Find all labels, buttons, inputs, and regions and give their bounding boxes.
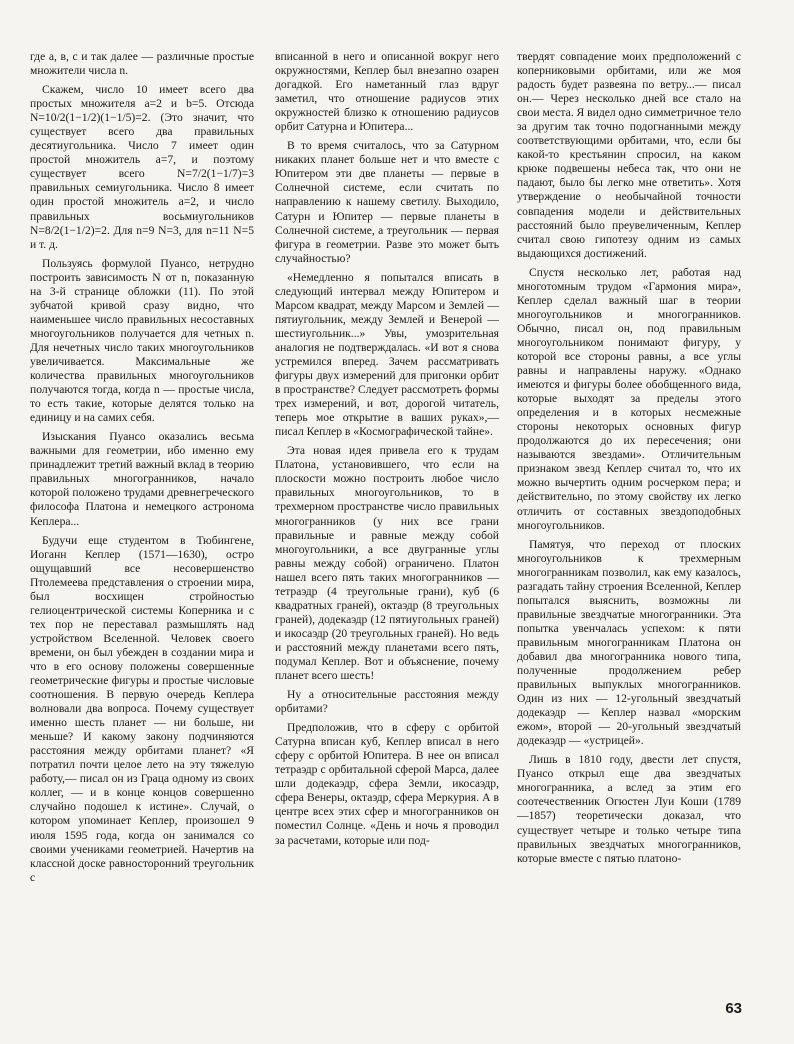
paragraph: В то время считалось, что за Сатурном никаких планет больше нет и что вместе с Юпитером эти две планеты — первые в Солнечной системе, если считать по направлению к нашему светилу. Выходило, Сатурн и Юпитер — первые планеты в Солнечной системе, а треугольник — первая фигура в геометрии. Разве это может быть случайностью? [275,139,499,265]
paragraph: Будучи еще студентом в Тюбингене, Иоганн Кеплер (1571—1630), остро ощущавший все несовершенство Птолемеева представления о строении мира, был восхищен стройностью гелиоцентрической системы Коперника и с тех пор не переставал размышлять над устройством Вселенной. Человек своего времени, он был убежден в создании мира и что в его основу положены совершенные геометрические фигуры и простые числовые соотношения. В первую очередь Кеплера волновали два вопроса. Почему существует именно шесть планет — ни больше, ни меньше? И какому закону подчиняются расстояния между орбитами планет? «Я потратил почти целое лето на эту тяжелую работу,— писал он из Граца одному из своих коллег, — и в конце концов совершенно случайно подошел к истине». Случай, о котором упоминает Кеплер, произошел 9 июля 1595 года, когда он занимался со своими учениками геометрией. Начертив на классной доске равносторонний треугольник с [30,533,254,884]
paragraph: Пользуясь формулой Пуансо, нетрудно построить зависимость N от n, показанную на 3-й странице обложки (11). По этой зубчатой кривой сразу видно, что наименьшее число правильных несоставных многоугольников получается для четных n. Для нечетных число таких многоугольников увеличивается. Максимальные же количества правильных многоугольников получаются тогда, когда n — простые числа, то есть такие, которые делятся только на единицу и на самих себя. [30,256,254,425]
paragraph: Эта новая идея привела его к трудам Платона, установившего, что если на плоскости можно построить любое число правильных многоугольников, то в трехмерном пространстве число правильных многогранников (у них все грани правильные и равные между собой многоугольники, а все двугранные углы равны между собой) ограничено. Платон нашел всего пять таких многогранников — тетраэдр (4 треугольные грани), куб (6 квадратных граней), октаэдр (8 треугольных граней), додекаэдр (12 пятиугольных граней) и икосаэдр (20 треугольных граней). Но ведь и расстояний между планетами всего пять, подумал Кеплер. Вот и объяснение, почему планет всего шесть! [275,444,499,683]
paragraph: Спустя несколько лет, работая над многотомным трудом «Гармония мира», Кеплер сделал важный шаг в теории многоугольников и многогранников. Обычно, писал он, под правильным многоугольником понимают фигуру, у которой все стороны равны, а все углы равны и направлены наружу. «Однако имеются и фигуры более обобщенного вида, которые выходят за пределы этого определения и в которых несмежные стороны некоторых основных фигур продолжаются до их пересечения; они называются звездами». Отличительным признаком звезд Кеплер считал то, что их можно вычертить одним росчерком пера; и действительно, по этому свойству их легко отличить от составных звездоподобных многоугольников. [517,265,741,532]
paragraph: «Немедленно я попытался вписать в следующий интервал между Юпитером и Марсом квадрат, между Марсом и Землей — пятиугольник, между Землей и Венерой — шестиугольник...» Увы, умозрительная аналогия не подтверждалась. «И вот я снова устремился вперед. Зачем рассматривать фигуры двух измерений для пригонки орбит в пространстве? Следует рассмотреть формы трех измерений, и вот, дорогой читатель, теперь мое открытие в ваших руках»,— писал Кеплер в «Космографической тайне». [275,270,499,439]
paragraph: Предположив, что в сферу с орбитой Сатурна вписан куб, Кеплер вписал в него сферу с орбитой Юпитера. В нее он вписал тетраэдр с орбитальной сферой Марса, далее шли додекаэдр, сфера Земли, икосаэдр, сфера Венеры, октаэдр, сфера Меркурия. А в центре всех этих сфер и многогранников он поместил Солнце. «День и ночь я проводил за расчетами, которые или под- [275,721,499,847]
text-column-1 [30,50,254,890]
page-number: 63 [725,1000,742,1017]
paragraph: Скажем, число 10 имеет всего два простых множителя a=2 и b=5. Отсюда N=10/2(1−1/2)(1−1/5)=2. (Это значит, что существует всего два правильных десятиугольника. Число 7 имеет один простой множитель a=7, и поэтому существует всего N=7/2(1−1/7)=3 правильных семиугольника. Число 8 имеет один простой множитель a=2, и число правильных восьмиугольников N=8/2(1−1/2)=2. Для n=9 N=3, для n=11 N=5 и т. д. [30,83,254,251]
paragraph: Изыскания Пуансо оказались весьма важными для геометрии, ибо именно ему принадлежит третий важный вклад в теорию правильных многогранников, начало которой положено трудами древнегреческого философа Платона и немецкого астронома Кеплера... [30,430,254,528]
paragraph: Памятуя, что переход от плоских многоугольников к трехмерным многогранникам позволил, как ему казалось, разгадать тайну строения Вселенной, Кеплер попытался выяснить, возможны ли правильные звездчатые многогранники. Эта попытка увенчалась успехом: к пяти правильным многогранникам Платона он добавил два многогранника нового типа, полученные продолжением ребер правильных выпуклых многогранников. Один из них — 12-угольный звездчатый додекаэдр — Кеплер назвал «морским ежом», второй — 20-угольный звездчатый додекаэдр — «устрицей». [517,537,741,748]
text-column-2 [275,50,499,853]
paragraph: вписанной в него и описанной вокруг него окружностями, Кеплер был внезапно озарен догадкой. Его наметанный глаз вдруг заметил, что отношение радиусов этих окружностей близко к отношению радиусов орбит Сатурна и Юпитера... [275,50,499,134]
paragraph: где a, в, c и так далее — различные простые множители числа n. [30,50,254,78]
paragraph: Ну а относительные расстояния между орбитами? [275,688,499,716]
paragraph: Лишь в 1810 году, двести лет спустя, Пуансо открыл еще два звездчатых многогранника, а вслед за этим его соотечественник Огюстен Луи Коши (1789—1857) теоретически доказал, что существует четыре и только четыре типа правильных звездчатых многогранников, которые вместе с пятью платоно- [517,753,741,865]
text-column-3 [517,50,741,871]
paragraph: твердят совпадение моих предположений с коперниковыми орбитами, или же моя радость будет развеяна по ветру...— писал он.— Через несколько дней все стало на свои места. Я видел одно симметричное тело за другим так точно подогнанными между соответствующими орбитами, что, если бы какой-то крестьянин спросил, на каком крюке подвешены небеса так, что они не падают, было бы легко мне ответить». Хотя утверждение о необычайной точности совпадения модели и действительных расстояний было преувеличенным, Кеплер считал свою гипотезу одним из самых выдающихся достижений. [517,50,742,260]
